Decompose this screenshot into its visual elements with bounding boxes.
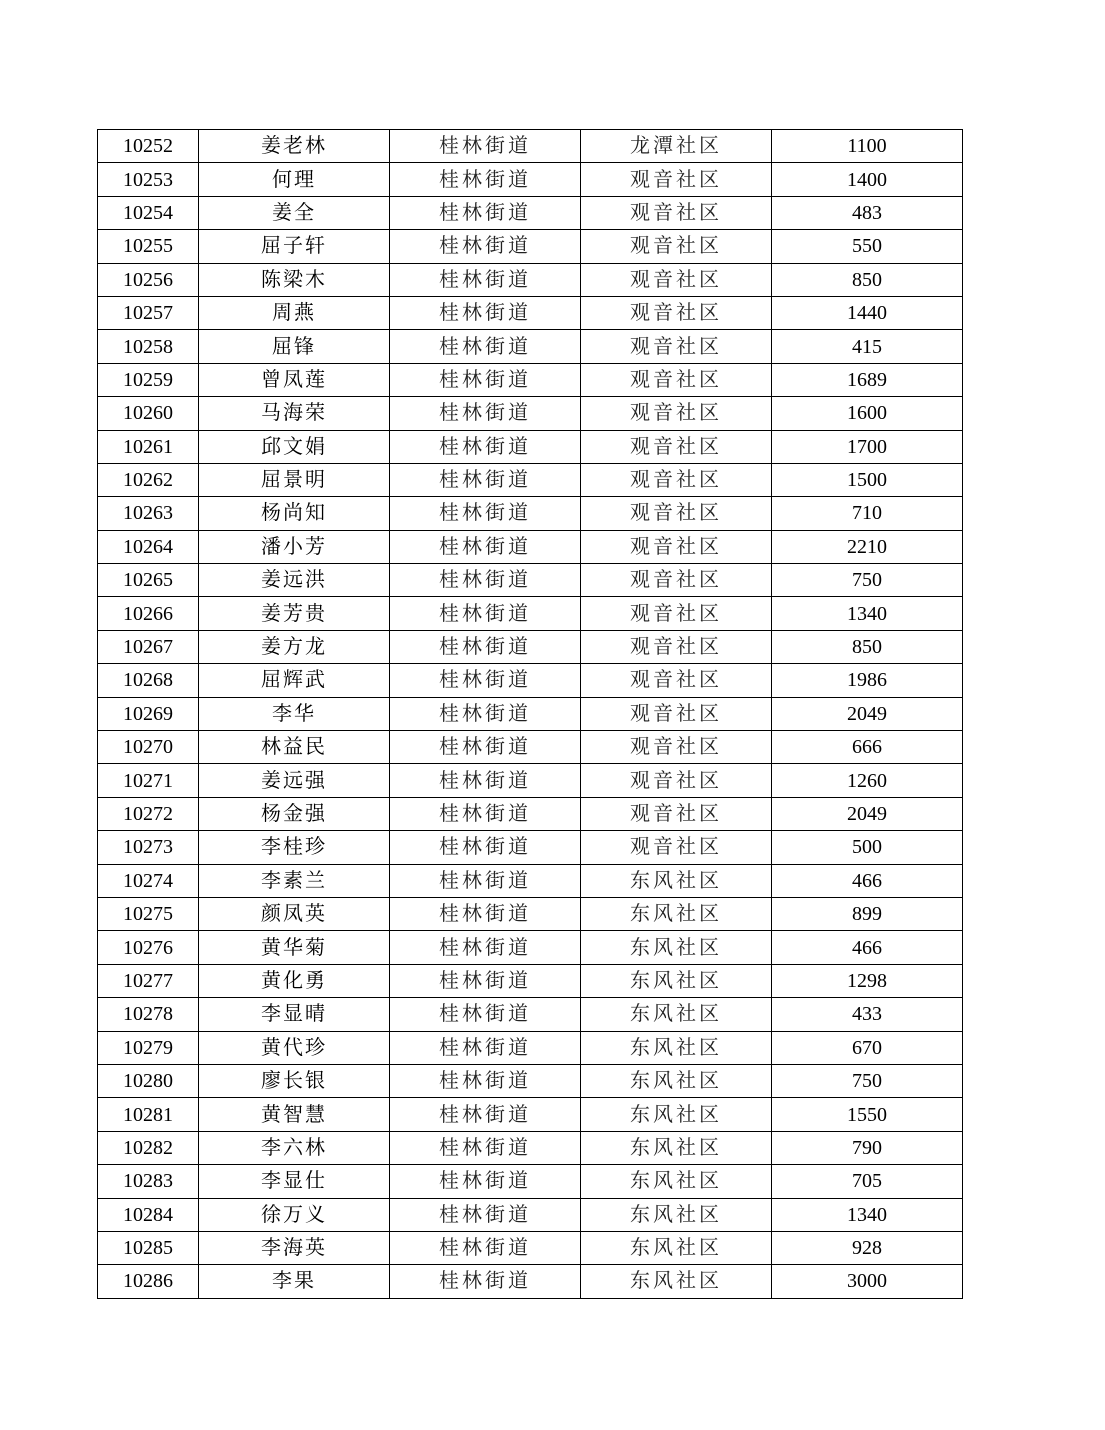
cell-name: 李六林 (199, 1131, 390, 1164)
cell-amount: 928 (772, 1231, 963, 1264)
table-row (98, 1231, 963, 1264)
cell-amount: 433 (772, 998, 963, 1031)
cell-amount: 1500 (772, 463, 963, 496)
cell-id: 10265 (98, 564, 199, 597)
table-row (98, 931, 963, 964)
cell-name: 李素兰 (199, 864, 390, 897)
cell-community: 观音社区 (581, 697, 772, 730)
cell-amount: 1689 (772, 363, 963, 396)
table-row (98, 564, 963, 597)
cell-name: 马海荣 (199, 397, 390, 430)
cell-id: 10263 (98, 497, 199, 530)
cell-id: 10283 (98, 1165, 199, 1198)
table-row (98, 1265, 963, 1298)
cell-amount: 483 (772, 196, 963, 229)
cell-name: 姜方龙 (199, 630, 390, 663)
table-row (98, 163, 963, 196)
table-row (98, 296, 963, 329)
table-row (98, 964, 963, 997)
cell-street: 桂林街道 (390, 831, 581, 864)
cell-community: 观音社区 (581, 430, 772, 463)
cell-street: 桂林街道 (390, 564, 581, 597)
cell-id: 10285 (98, 1231, 199, 1264)
cell-community: 观音社区 (581, 397, 772, 430)
cell-street: 桂林街道 (390, 764, 581, 797)
table-row (98, 130, 963, 163)
cell-community: 观音社区 (581, 163, 772, 196)
cell-name: 姜芳贵 (199, 597, 390, 630)
cell-id: 10256 (98, 263, 199, 296)
cell-community: 观音社区 (581, 296, 772, 329)
cell-name: 曾凤莲 (199, 363, 390, 396)
cell-street: 桂林街道 (390, 296, 581, 329)
cell-id: 10273 (98, 831, 199, 864)
cell-street: 桂林街道 (390, 430, 581, 463)
cell-name: 姜老林 (199, 130, 390, 163)
cell-community: 观音社区 (581, 597, 772, 630)
table-row (98, 864, 963, 897)
cell-amount: 2049 (772, 697, 963, 730)
cell-name: 颜凤英 (199, 897, 390, 930)
cell-street: 桂林街道 (390, 964, 581, 997)
cell-community: 观音社区 (581, 230, 772, 263)
table-body (98, 130, 963, 1299)
cell-id: 10282 (98, 1131, 199, 1164)
cell-community: 观音社区 (581, 797, 772, 830)
cell-amount: 415 (772, 330, 963, 363)
cell-street: 桂林街道 (390, 397, 581, 430)
cell-id: 10269 (98, 697, 199, 730)
cell-name: 黄化勇 (199, 964, 390, 997)
cell-community: 东风社区 (581, 1165, 772, 1198)
cell-street: 桂林街道 (390, 1265, 581, 1298)
cell-community: 观音社区 (581, 263, 772, 296)
cell-amount: 1400 (772, 163, 963, 196)
cell-community: 观音社区 (581, 664, 772, 697)
cell-community: 观音社区 (581, 463, 772, 496)
cell-street: 桂林街道 (390, 664, 581, 697)
table-row (98, 1031, 963, 1064)
cell-street: 桂林街道 (390, 1231, 581, 1264)
table-row (98, 497, 963, 530)
table-row (98, 463, 963, 496)
cell-amount: 750 (772, 1064, 963, 1097)
table-row (98, 764, 963, 797)
cell-id: 10271 (98, 764, 199, 797)
cell-id: 10276 (98, 931, 199, 964)
cell-amount: 1340 (772, 597, 963, 630)
cell-street: 桂林街道 (390, 697, 581, 730)
cell-community: 东风社区 (581, 897, 772, 930)
cell-name: 杨金强 (199, 797, 390, 830)
cell-id: 10257 (98, 296, 199, 329)
cell-id: 10284 (98, 1198, 199, 1231)
cell-community: 东风社区 (581, 1231, 772, 1264)
cell-street: 桂林街道 (390, 163, 581, 196)
cell-id: 10266 (98, 597, 199, 630)
cell-id: 10286 (98, 1265, 199, 1298)
cell-name: 周燕 (199, 296, 390, 329)
cell-amount: 899 (772, 897, 963, 930)
cell-amount: 2049 (772, 797, 963, 830)
cell-id: 10253 (98, 163, 199, 196)
cell-amount: 500 (772, 831, 963, 864)
cell-community: 观音社区 (581, 363, 772, 396)
cell-id: 10254 (98, 196, 199, 229)
cell-amount: 2210 (772, 530, 963, 563)
cell-street: 桂林街道 (390, 998, 581, 1031)
cell-street: 桂林街道 (390, 330, 581, 363)
cell-id: 10278 (98, 998, 199, 1031)
cell-street: 桂林街道 (390, 897, 581, 930)
cell-id: 10267 (98, 630, 199, 663)
cell-community: 东风社区 (581, 1064, 772, 1097)
cell-name: 姜远洪 (199, 564, 390, 597)
cell-street: 桂林街道 (390, 1064, 581, 1097)
cell-amount: 1260 (772, 764, 963, 797)
table-row (98, 897, 963, 930)
cell-street: 桂林街道 (390, 497, 581, 530)
cell-id: 10258 (98, 330, 199, 363)
cell-name: 屈辉武 (199, 664, 390, 697)
cell-community: 东风社区 (581, 1265, 772, 1298)
cell-name: 廖长银 (199, 1064, 390, 1097)
cell-community: 东风社区 (581, 931, 772, 964)
cell-community: 东风社区 (581, 1098, 772, 1131)
cell-name: 屈景明 (199, 463, 390, 496)
cell-name: 屈锋 (199, 330, 390, 363)
cell-community: 观音社区 (581, 330, 772, 363)
table-row (98, 1198, 963, 1231)
table-row (98, 797, 963, 830)
cell-amount: 1700 (772, 430, 963, 463)
cell-id: 10261 (98, 430, 199, 463)
table-row (98, 430, 963, 463)
cell-amount: 666 (772, 731, 963, 764)
cell-id: 10272 (98, 797, 199, 830)
table-row (98, 1131, 963, 1164)
table-row (98, 1098, 963, 1131)
data-table (97, 129, 963, 1299)
cell-street: 桂林街道 (390, 1165, 581, 1198)
cell-id: 10281 (98, 1098, 199, 1131)
cell-name: 李桂珍 (199, 831, 390, 864)
cell-amount: 466 (772, 931, 963, 964)
cell-street: 桂林街道 (390, 731, 581, 764)
cell-amount: 1600 (772, 397, 963, 430)
table-row (98, 230, 963, 263)
table-row (98, 363, 963, 396)
cell-name: 黄代珍 (199, 1031, 390, 1064)
cell-id: 10259 (98, 363, 199, 396)
cell-name: 李显晴 (199, 998, 390, 1031)
table-row (98, 731, 963, 764)
cell-street: 桂林街道 (390, 1098, 581, 1131)
cell-amount: 1440 (772, 296, 963, 329)
cell-community: 观音社区 (581, 530, 772, 563)
cell-name: 杨尚知 (199, 497, 390, 530)
cell-amount: 850 (772, 630, 963, 663)
cell-id: 10270 (98, 731, 199, 764)
cell-name: 李显仕 (199, 1165, 390, 1198)
cell-name: 何理 (199, 163, 390, 196)
cell-amount: 670 (772, 1031, 963, 1064)
cell-community: 观音社区 (581, 831, 772, 864)
cell-amount: 1298 (772, 964, 963, 997)
cell-street: 桂林街道 (390, 196, 581, 229)
cell-community: 观音社区 (581, 731, 772, 764)
table-row (98, 998, 963, 1031)
cell-amount: 1986 (772, 664, 963, 697)
cell-street: 桂林街道 (390, 864, 581, 897)
cell-name: 屈子轩 (199, 230, 390, 263)
cell-street: 桂林街道 (390, 463, 581, 496)
table-row (98, 597, 963, 630)
cell-community: 东风社区 (581, 964, 772, 997)
table-row (98, 630, 963, 663)
cell-name: 李果 (199, 1265, 390, 1298)
cell-street: 桂林街道 (390, 597, 581, 630)
table-row (98, 697, 963, 730)
cell-id: 10260 (98, 397, 199, 430)
cell-id: 10264 (98, 530, 199, 563)
cell-name: 潘小芳 (199, 530, 390, 563)
table-row (98, 530, 963, 563)
cell-name: 邱文娟 (199, 430, 390, 463)
cell-name: 姜远强 (199, 764, 390, 797)
cell-amount: 3000 (772, 1265, 963, 1298)
cell-street: 桂林街道 (390, 797, 581, 830)
cell-community: 东风社区 (581, 1031, 772, 1064)
cell-street: 桂林街道 (390, 1131, 581, 1164)
document-page (97, 129, 963, 1299)
table-row (98, 1064, 963, 1097)
cell-community: 龙潭社区 (581, 130, 772, 163)
cell-id: 10275 (98, 897, 199, 930)
cell-amount: 1340 (772, 1198, 963, 1231)
cell-community: 观音社区 (581, 564, 772, 597)
cell-id: 10255 (98, 230, 199, 263)
cell-amount: 550 (772, 230, 963, 263)
cell-amount: 710 (772, 497, 963, 530)
cell-id: 10279 (98, 1031, 199, 1064)
cell-street: 桂林街道 (390, 1031, 581, 1064)
cell-community: 东风社区 (581, 998, 772, 1031)
cell-community: 东风社区 (581, 864, 772, 897)
cell-id: 10274 (98, 864, 199, 897)
cell-name: 黄华菊 (199, 931, 390, 964)
cell-amount: 850 (772, 263, 963, 296)
cell-street: 桂林街道 (390, 263, 581, 296)
table-row (98, 196, 963, 229)
cell-name: 林益民 (199, 731, 390, 764)
cell-name: 黄智慧 (199, 1098, 390, 1131)
cell-id: 10277 (98, 964, 199, 997)
table-row (98, 263, 963, 296)
cell-amount: 1100 (772, 130, 963, 163)
cell-street: 桂林街道 (390, 630, 581, 663)
cell-community: 观音社区 (581, 196, 772, 229)
table-row (98, 1165, 963, 1198)
cell-id: 10280 (98, 1064, 199, 1097)
cell-name: 李海英 (199, 1231, 390, 1264)
cell-name: 陈梁木 (199, 263, 390, 296)
cell-amount: 705 (772, 1165, 963, 1198)
table-row (98, 831, 963, 864)
cell-street: 桂林街道 (390, 1198, 581, 1231)
cell-amount: 790 (772, 1131, 963, 1164)
cell-id: 10252 (98, 130, 199, 163)
cell-id: 10262 (98, 463, 199, 496)
cell-community: 观音社区 (581, 630, 772, 663)
cell-amount: 466 (772, 864, 963, 897)
cell-community: 东风社区 (581, 1131, 772, 1164)
cell-street: 桂林街道 (390, 931, 581, 964)
table-row (98, 664, 963, 697)
cell-name: 李华 (199, 697, 390, 730)
cell-community: 东风社区 (581, 1198, 772, 1231)
cell-id: 10268 (98, 664, 199, 697)
cell-community: 观音社区 (581, 764, 772, 797)
table-row (98, 330, 963, 363)
cell-street: 桂林街道 (390, 130, 581, 163)
cell-name: 徐万义 (199, 1198, 390, 1231)
table-row (98, 397, 963, 430)
cell-amount: 1550 (772, 1098, 963, 1131)
cell-street: 桂林街道 (390, 230, 581, 263)
cell-name: 姜全 (199, 196, 390, 229)
cell-street: 桂林街道 (390, 530, 581, 563)
cell-community: 观音社区 (581, 497, 772, 530)
cell-street: 桂林街道 (390, 363, 581, 396)
cell-amount: 750 (772, 564, 963, 597)
